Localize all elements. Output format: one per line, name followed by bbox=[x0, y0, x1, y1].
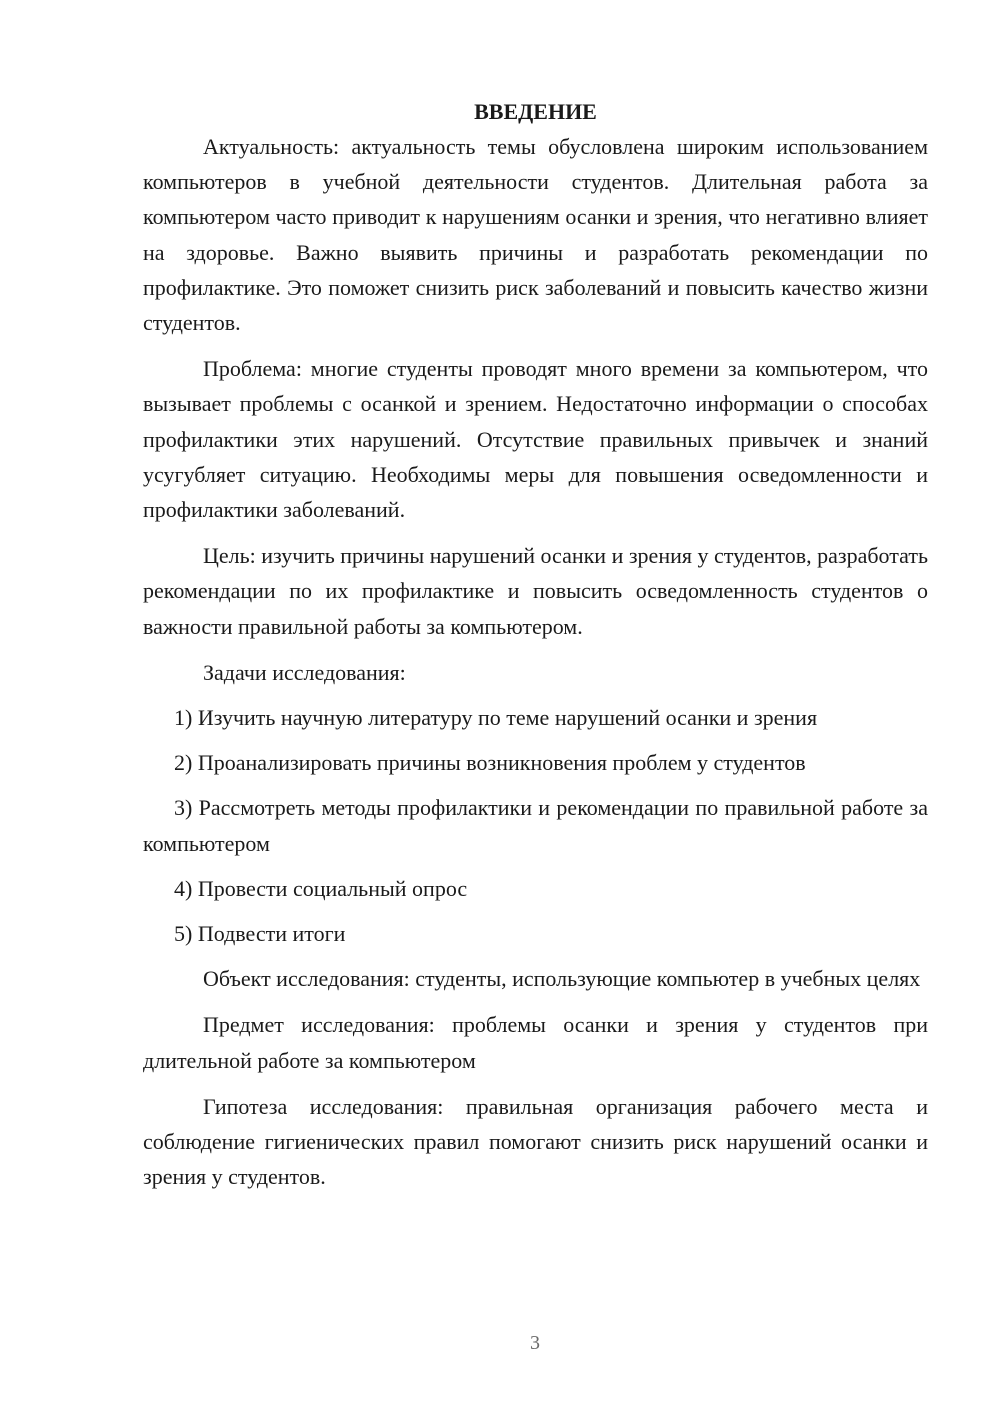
list-item: 3) Рассмотреть методы профилактики и рекомендации по правильной работе за компьютером bbox=[143, 795, 928, 856]
relevance-paragraph: Актуальность: актуальность темы обусловлена широким использованием компьютеров в учебной деятельности студентов. Длительная работа за компьютером часто приводит к нарушениям осанки и зрения, что негативно влияет на здоровье. Важно выявить причины и разработать рекомендации по профилактике. Это поможет снизить риск заболеваний и повысить качество жизни студентов. bbox=[143, 134, 928, 336]
hypothesis-paragraph: Гипотеза исследования: правильная организация рабочего места и соблюдение гигиенических правил помогают снизить риск нарушений осанки и зрения у студентов. bbox=[143, 1093, 928, 1190]
tasks-list bbox=[143, 700, 928, 951]
page-number: 3 bbox=[530, 1332, 540, 1354]
problem-paragraph: Проблема: многие студенты проводят много времени за компьютером, что вызывает проблемы с осанкой и зрением. Недостаточно информации о способах профилактики этих нарушений. Отсутствие правильных привычек и знаний усугубляет ситуацию. Необходимы меры для повышения осведомленности и профилактики заболеваний. bbox=[143, 356, 928, 523]
list-item: 2) Проанализировать причины возникновения проблем у студентов bbox=[174, 750, 806, 776]
document-page bbox=[143, 94, 928, 1194]
tasks-heading: Задачи исследования: bbox=[203, 659, 406, 685]
object-paragraph: Объект исследования: студенты, использующие компьютер в учебных целях bbox=[203, 966, 921, 992]
list-item: 4) Провести социальный опрос bbox=[174, 875, 468, 901]
list-item: 1) Изучить научную литературу по теме нарушений осанки и зрения bbox=[174, 705, 818, 731]
list-item: 5) Подвести итоги bbox=[174, 921, 346, 947]
goal-paragraph: Цель: изучить причины нарушений осанки и зрения у студентов, разработать рекомендации по их профилактике и повысить осведомленность студентов о важности правильной работы за компьютером. bbox=[143, 543, 928, 639]
section-title: ВВЕДЕНИЕ bbox=[474, 99, 597, 124]
subject-paragraph: Предмет исследования: проблемы осанки и зрения у студентов при длительной работе за компьютером bbox=[143, 1012, 928, 1073]
